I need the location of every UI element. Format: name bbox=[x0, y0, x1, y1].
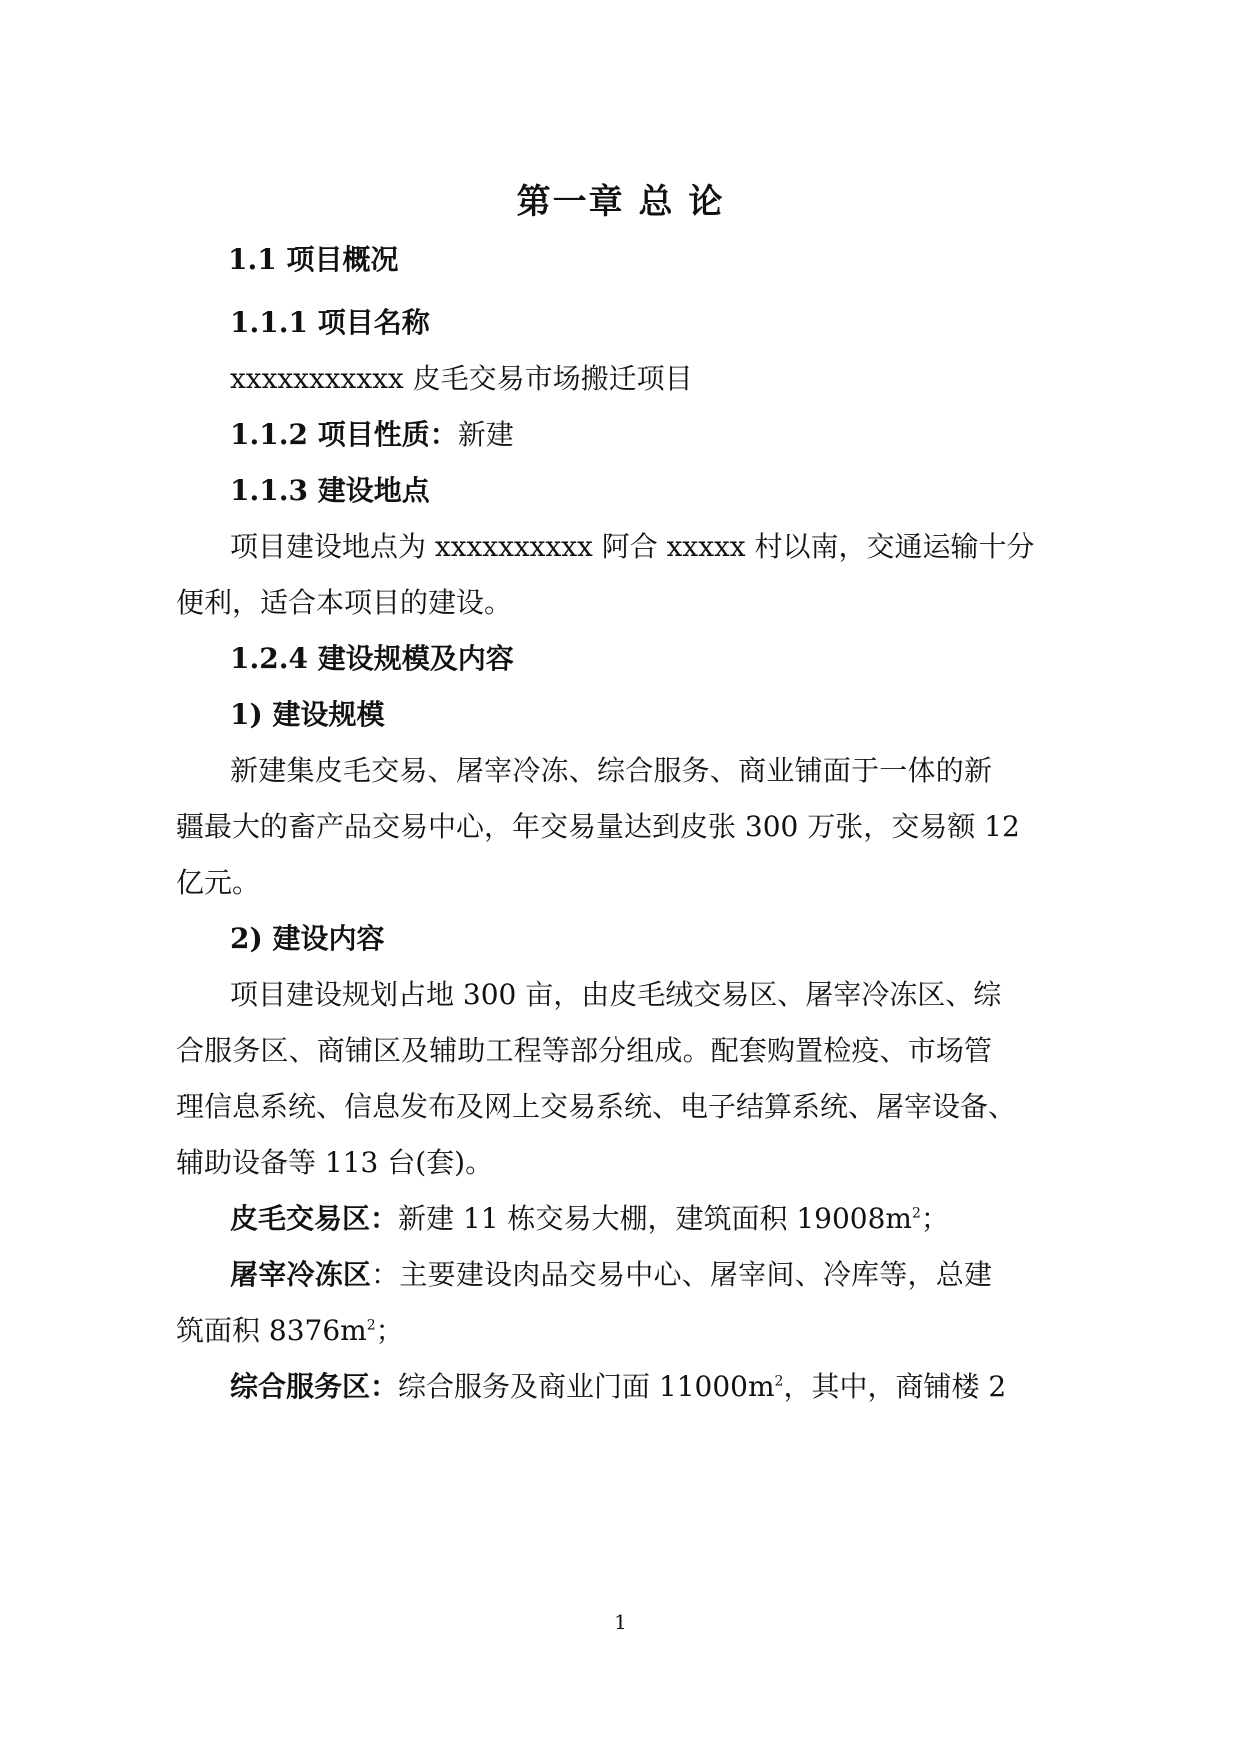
area-slaughter-line-1 bbox=[230, 1255, 992, 1295]
area-leather-trade bbox=[230, 1199, 949, 1239]
area-service bbox=[230, 1367, 1006, 1407]
content-line-3: 理信息系统、信息发布及网上交易系统、电子结算系统、屠宰设备、 bbox=[176, 1090, 1017, 1123]
section-heading-1-2-4: 1.2.4 建设规模及内容 bbox=[230, 642, 514, 675]
subheading-scale: 1) 建设规模 bbox=[230, 698, 385, 731]
page-number: 1 bbox=[614, 1610, 627, 1634]
area-service-text: 综合服务及商业门面 11000m bbox=[398, 1370, 775, 1403]
area-leather-trade-label: 皮毛交易区： bbox=[230, 1202, 399, 1235]
scale-line-1: 新建集皮毛交易、屠宰冷冻、综合服务、商业铺面于一体的新 bbox=[230, 754, 992, 787]
content-line-4: 辅助设备等 113 台(套)。 bbox=[176, 1146, 494, 1179]
project-nature-label: 1.1.2 项目性质： bbox=[230, 418, 458, 451]
chapter-title: 第一章 总 论 bbox=[516, 182, 725, 222]
content-line-1: 项目建设规划占地 300 亩，由皮毛绒交易区、屠宰冷冻区、综 bbox=[230, 978, 1002, 1011]
project-name-text: xxxxxxxxxxx 皮毛交易市场搬迁项目 bbox=[230, 362, 693, 395]
area-leather-trade-sup: 2 bbox=[911, 1205, 921, 1222]
section-heading-1-1-3: 1.1.3 建设地点 bbox=[230, 474, 430, 507]
scale-line-3: 亿元。 bbox=[176, 866, 261, 899]
area-leather-trade-text: 新建 11 栋交易大棚，建筑面积 19008m bbox=[398, 1202, 912, 1235]
area-leather-trade-end: ； bbox=[920, 1202, 949, 1235]
location-line-2: 便利，适合本项目的建设。 bbox=[176, 586, 513, 619]
area-slaughter-sup: 2 bbox=[366, 1317, 376, 1334]
section-heading-1-1-1: 1.1.1 项目名称 bbox=[230, 306, 430, 339]
section-heading-1-1-2 bbox=[230, 415, 514, 455]
scale-line-2: 疆最大的畜产品交易中心，年交易量达到皮张 300 万张，交易额 12 bbox=[176, 810, 1020, 843]
subheading-content: 2) 建设内容 bbox=[230, 922, 385, 955]
area-slaughter-end: ； bbox=[375, 1314, 404, 1347]
area-slaughter-text-1: ：主要建设肉品交易中心、屠宰间、冷库等，总建 bbox=[371, 1258, 992, 1291]
content-line-2: 合服务区、商铺区及辅助工程等部分组成。配套购置检疫、市场管 bbox=[176, 1034, 992, 1067]
area-slaughter-label: 屠宰冷冻区 bbox=[230, 1258, 372, 1291]
project-nature-value: 新建 bbox=[457, 418, 514, 451]
area-service-label: 综合服务区： bbox=[230, 1370, 399, 1403]
area-service-sup: 2 bbox=[774, 1373, 784, 1390]
area-slaughter-text-2: 筑面积 8376m bbox=[176, 1314, 367, 1347]
section-heading-1-1: 1.1 项目概况 bbox=[228, 243, 399, 276]
location-line-1: 项目建设地点为 xxxxxxxxxx 阿合 xxxxx 村以南，交通运输十分 bbox=[230, 530, 1035, 563]
area-slaughter-line-2 bbox=[176, 1311, 404, 1351]
area-service-end: ，其中，商铺楼 2 bbox=[783, 1370, 1007, 1403]
